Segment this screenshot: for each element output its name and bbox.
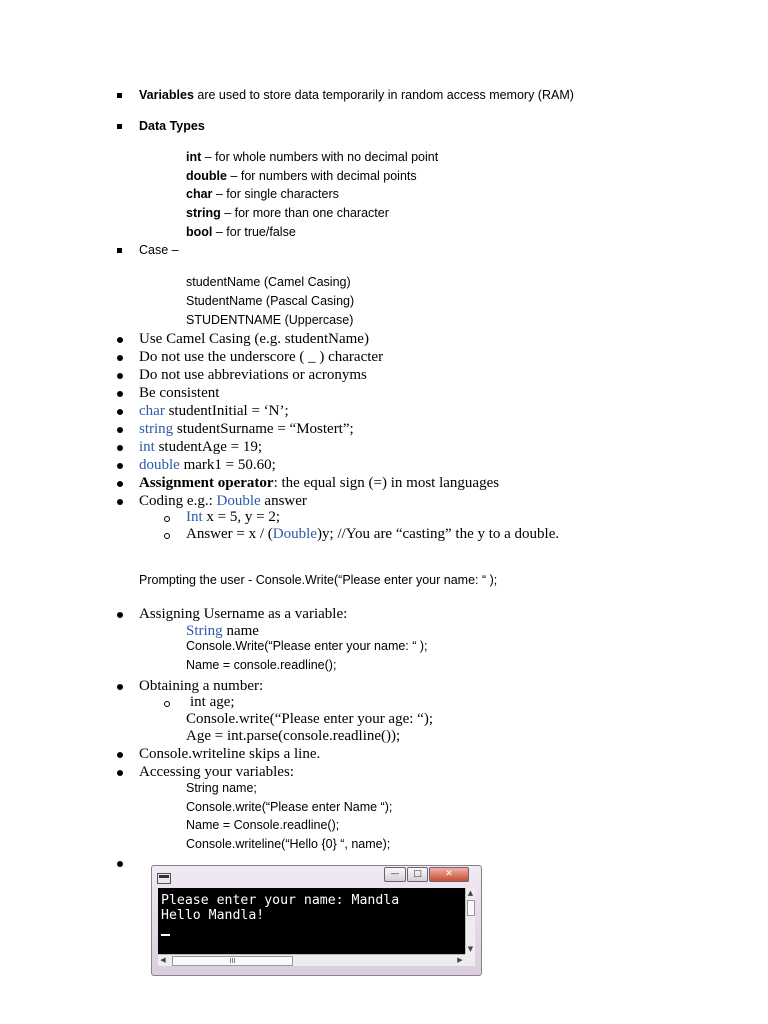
minimize-button[interactable]: —: [384, 867, 406, 882]
data-type-desc: – for true/false: [212, 225, 296, 239]
bullet-circle: [164, 516, 170, 522]
rule-item: Do not use abbreviations or acronyms: [139, 367, 367, 383]
bullet-dot: [117, 355, 123, 361]
accessing-line: Console.writeline(“Hello {0} “, name);: [186, 837, 391, 851]
data-type-item: [186, 187, 339, 201]
data-type-name: int: [186, 150, 202, 164]
bullet-dot: [117, 337, 123, 343]
variables-text: are used to store data temporarily in random access memory (RAM): [193, 88, 574, 102]
bullet-dot: [117, 612, 123, 618]
declaration-item: [139, 421, 354, 438]
obtaining-heading: Obtaining a number:: [139, 678, 264, 694]
writeline-note: Console.writeline skips a line.: [139, 746, 321, 762]
data-type-name: char: [186, 187, 213, 201]
bullet-dot: [117, 861, 123, 867]
data-type-desc: – for more than one character: [220, 206, 389, 220]
scroll-up-icon[interactable]: ▲: [467, 889, 474, 897]
assigning-line: Name = console.readline();: [186, 658, 337, 672]
rule-item: Do not use the underscore ( _ ) character: [139, 349, 384, 365]
coding-rest: answer: [260, 493, 307, 509]
data-type-item: [186, 206, 389, 220]
rule-item: Be consistent: [139, 385, 220, 401]
case-example: STUDENTNAME (Uppercase): [186, 313, 354, 327]
scroll-right-icon[interactable]: ▶: [457, 956, 463, 964]
coding-sub-text: x = 5, y = 2;: [202, 509, 281, 525]
declaration-text: studentInitial = ‘N’;: [164, 403, 289, 419]
console-line: Hello Mandla!: [161, 908, 265, 923]
data-types-heading-text: Data Types: [139, 119, 205, 133]
type-keyword: char: [139, 403, 165, 419]
variables-definition: [139, 88, 574, 102]
assignment-text: : the equal sign (=) in most languages: [273, 475, 500, 491]
assignment-term: Assignment operator: [139, 475, 274, 491]
declaration-item: [139, 439, 262, 456]
bullet-dot: [117, 463, 123, 469]
type-keyword: Int: [186, 509, 203, 525]
bullet-dot: [117, 427, 123, 433]
horizontal-scroll-thumb[interactable]: III: [172, 956, 293, 966]
data-types-heading: [139, 119, 205, 133]
bullet-dot: [117, 445, 123, 451]
coding-example: [139, 493, 307, 510]
bullet-square: [117, 93, 122, 98]
bullet-square: [117, 248, 122, 253]
data-type-desc: – for whole numbers with no decimal point: [201, 150, 439, 164]
console-app-icon: [157, 873, 171, 884]
type-keyword: Double: [216, 493, 261, 509]
type-keyword: double: [139, 457, 180, 473]
assigning-heading: Assigning Username as a variable:: [139, 606, 348, 622]
rule-item: Use Camel Casing (e.g. studentName): [139, 331, 369, 347]
data-type-name: string: [186, 206, 221, 220]
vertical-scrollbar[interactable]: [465, 888, 475, 954]
bullet-circle: [164, 701, 170, 707]
console-window: [151, 865, 482, 976]
type-keyword: int: [139, 439, 155, 455]
bullet-dot: [117, 409, 123, 415]
data-type-desc: – for single characters: [212, 187, 339, 201]
coding-sub-prefix: Answer = x / (: [186, 526, 273, 542]
data-type-name: double: [186, 169, 227, 183]
accessing-line: Name = Console.readline();: [186, 818, 340, 832]
declaration-item: [139, 457, 276, 474]
scroll-down-icon[interactable]: ▼: [467, 945, 474, 953]
declaration-text: mark1 = 50.60;: [179, 457, 276, 473]
resize-grip[interactable]: [465, 954, 475, 966]
scroll-left-icon[interactable]: ◀: [160, 956, 166, 964]
coding-sub-item: [186, 509, 280, 526]
declaration-text: studentAge = 19;: [154, 439, 263, 455]
variables-term: Variables: [139, 88, 194, 102]
maximize-button[interactable]: □: [407, 867, 428, 882]
data-type-item: [186, 225, 296, 239]
assigning-rest: name: [222, 623, 259, 639]
vertical-scroll-thumb[interactable]: [467, 900, 475, 916]
coding-prefix: Coding e.g.:: [139, 493, 217, 509]
accessing-heading: Accessing your variables:: [139, 764, 294, 780]
bullet-dot: [117, 481, 123, 487]
assigning-line: Console.Write(“Please enter your name: “ );: [186, 639, 428, 653]
data-type-item: [186, 150, 438, 164]
data-type-item: [186, 169, 417, 183]
data-type-desc: – for numbers with decimal points: [226, 169, 417, 183]
coding-sub-text: )y; //You are “casting” the y to a double.: [316, 526, 560, 542]
coding-sub-item: [186, 526, 559, 543]
bullet-dot: [117, 752, 123, 758]
accessing-line: Console.write(“Please enter Name “);: [186, 800, 393, 814]
console-output: [158, 888, 465, 954]
declaration-item: [139, 403, 289, 420]
console-cursor: [161, 934, 170, 936]
case-example: studentName (Camel Casing): [186, 275, 351, 289]
bullet-dot: [117, 499, 123, 505]
console-line: Please enter your name: Mandla: [161, 893, 400, 908]
obtaining-line: Console.write(“Please enter your age: “);: [186, 711, 433, 727]
assignment-operator: [139, 475, 499, 492]
case-example: StudentName (Pascal Casing): [186, 294, 355, 308]
bullet-dot: [117, 770, 123, 776]
type-keyword: string: [139, 421, 174, 437]
prompting-line: Prompting the user - Console.Write(“Please enter your name: “ );: [139, 573, 498, 587]
case-heading: Case –: [139, 243, 179, 257]
type-keyword: Double: [272, 526, 317, 542]
obtaining-line: Age = int.parse(console.readline());: [186, 728, 401, 744]
type-keyword: String: [186, 623, 223, 639]
bullet-square: [117, 124, 122, 129]
horizontal-scrollbar[interactable]: [158, 954, 465, 966]
bullet-dot: [117, 684, 123, 690]
bullet-dot: [117, 391, 123, 397]
obtaining-sub: int age;: [190, 694, 235, 710]
accessing-line: String name;: [186, 781, 257, 795]
assigning-line: [186, 623, 259, 640]
bullet-dot: [117, 373, 123, 379]
declaration-text: studentSurname = “Mostert”;: [173, 421, 354, 437]
close-button[interactable]: ✕: [429, 867, 469, 882]
data-type-name: bool: [186, 225, 213, 239]
bullet-circle: [164, 533, 170, 539]
